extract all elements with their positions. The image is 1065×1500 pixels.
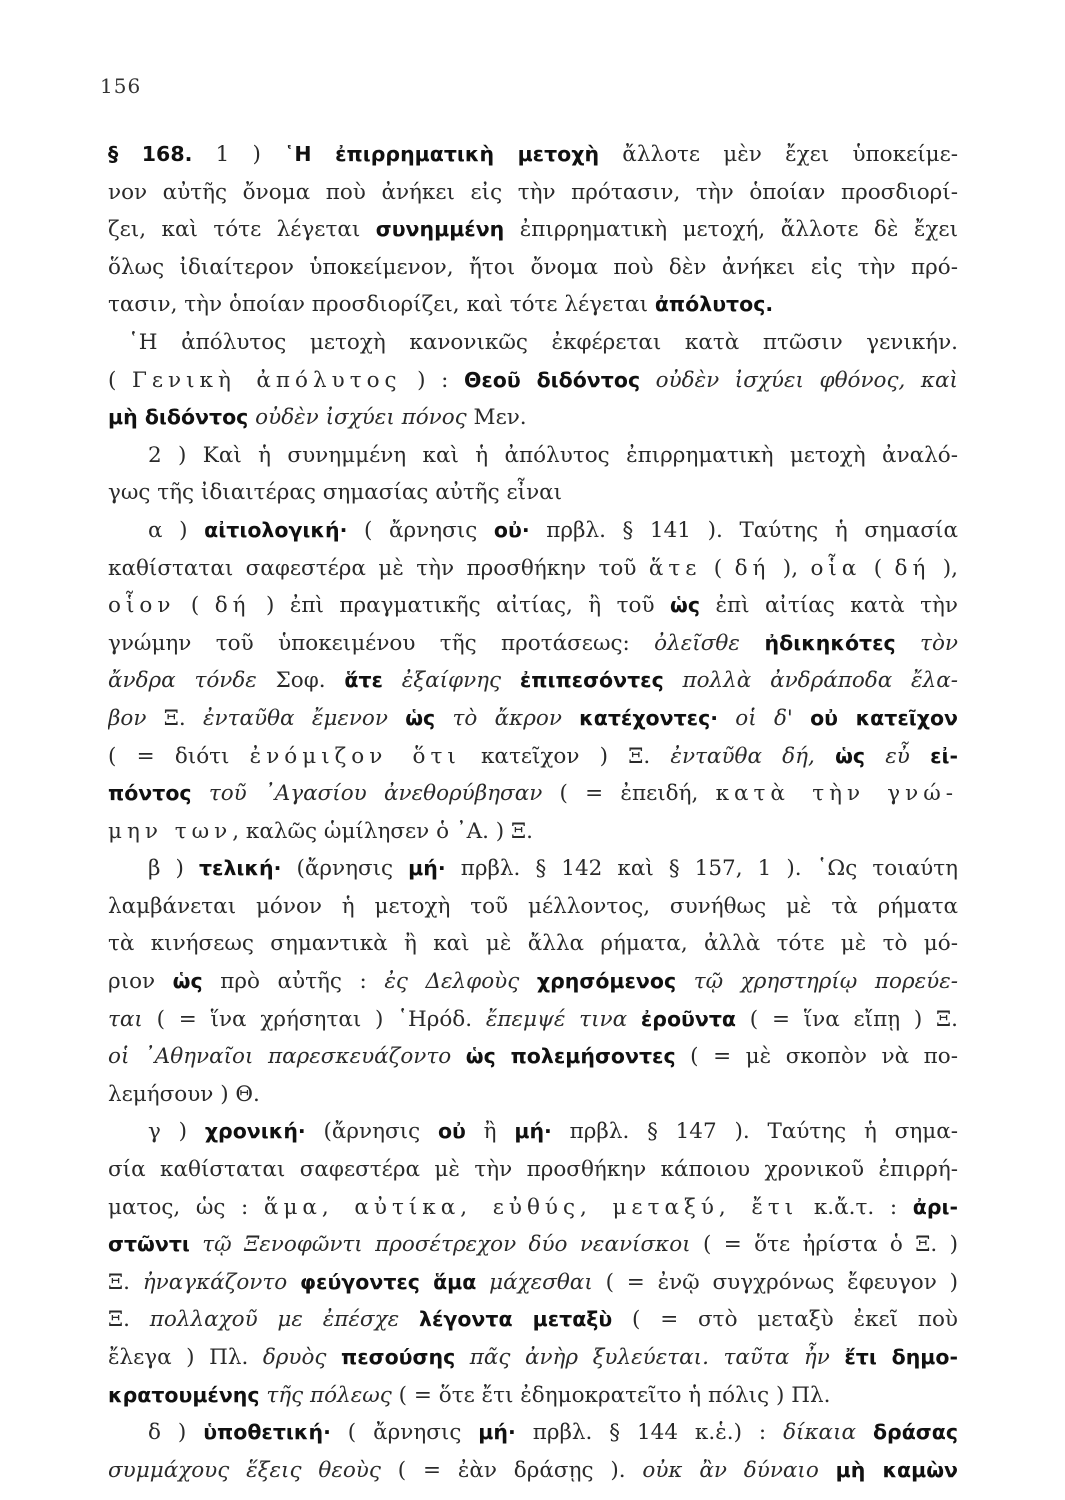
spaced-text: Γενικὴ ἀπόλυτος (131, 367, 402, 393)
bold-term: ἠδικηκότες (739, 630, 896, 655)
text-run: ( (701, 555, 735, 581)
bold-term: ὡς (835, 743, 866, 768)
italic-quote: μάχεσθαι (476, 1269, 593, 1295)
text-line (108, 587, 958, 625)
text-line (108, 249, 958, 287)
spaced-text: οἷα (810, 555, 862, 581)
bold-term: ὡς πολεμήσοντες (465, 1044, 676, 1069)
text-run: ( = ἐὰν δράσῃς ). (380, 1457, 643, 1483)
text-run: ( = ἵνα εἴπῃ ) Ξ. (736, 1006, 958, 1032)
bold-term: ἅτε (344, 668, 383, 693)
spaced-text: δή (734, 555, 771, 581)
bold-term: ὡς (670, 593, 700, 618)
text-run: γνώμην τοῦ ὑποκειμένου τῆς προτάσεως: (108, 630, 655, 656)
bold-term: πεσούσης (340, 1345, 456, 1369)
text-run: (ἄρνησις (281, 856, 409, 882)
text-run: δ ) (148, 1420, 204, 1446)
italic-quote: βον (108, 705, 147, 731)
text-run: ἢ (465, 1119, 515, 1145)
text-run: ἔλεγα ) Πλ. (108, 1345, 263, 1370)
italic-quote: τῆς πόλεως (259, 1382, 392, 1408)
italic-quote: οἱ δ' (718, 705, 811, 731)
text-run: τασιν, τὴν ὁποίαν προσδιορίζει, καὶ τότε λέγεται (108, 292, 655, 318)
italic-quote: οἱ ᾿Αθηναῖοι παρεσκευάζοντο (108, 1044, 466, 1070)
spaced-text: ἅτε (648, 555, 702, 581)
bold-term: ὑποθετική· (203, 1420, 331, 1445)
bold-term: ὡς (172, 969, 203, 994)
text-line (108, 1339, 958, 1377)
text-line (108, 1076, 958, 1114)
text-run: σία καθίσταται σαφεστέρα μὲ τὴν προσθήκην κάποιου χρονικοῦ ἐπιρρή- (108, 1157, 958, 1183)
bold-term: πόντος (108, 781, 192, 806)
text-line (108, 437, 958, 475)
bold-term: λέγοντα μεταξὺ (418, 1307, 613, 1332)
text-line (108, 888, 958, 926)
text-run: ( = ἐνῷ συγχρόνως ἔφευγον ) (592, 1269, 958, 1295)
text-line (108, 211, 958, 249)
italic-quote: τῷ Ξενοφῶντι προσέτρεχον δύο νεανίσκοι (189, 1232, 691, 1258)
text-run: Μεν. (466, 405, 527, 431)
text-line (108, 1001, 958, 1039)
text-run: α ) (148, 517, 205, 543)
text-run: ζει, καὶ τότε λέγεται (108, 217, 376, 243)
text-run: ἐπὶ αἰτίας κατὰ τὴν (700, 593, 958, 619)
text-run: ( = ἵνα χρήσηται ) ῾Ηρόδ. (142, 1006, 486, 1032)
text-run: (ἄρνησις (305, 1119, 438, 1145)
text-line (108, 174, 958, 212)
italic-quote: ἐξαίφνης (382, 668, 520, 694)
bold-term: ἐροῦντα (640, 1006, 737, 1031)
text-line (108, 1226, 958, 1264)
text-run: ), (930, 555, 958, 581)
bold-term: δράσας (872, 1420, 958, 1445)
text-run: γ ) (148, 1119, 205, 1145)
section-168-text (108, 136, 958, 1489)
text-run: ἐπιρρηματικὴ μετοχή, ἄλλοτε δὲ ἔχει (504, 217, 958, 243)
italic-quote: ἐς Δελφοὺς (384, 969, 537, 995)
bold-term: ἀρι- (912, 1194, 958, 1219)
text-line (108, 1151, 958, 1189)
bold-term: μὴ καμὼν (835, 1457, 958, 1482)
text-run: ἄλλοτε μὲν ἔχει ὑποκείμε- (599, 142, 958, 167)
text-run: πρβλ. § 144 κ.ἑ.) : (515, 1420, 784, 1446)
bold-term: χρησόμενος (536, 969, 677, 994)
text-run: ὅλως ἰδιαίτερον ὑποκείμενον, ἤτοι ὄνομα ποὺ δὲν ἀνήκει εἰς τὴν πρό- (108, 254, 958, 280)
italic-quote: πολλὰ ἀνδράποδα ἔλα- (663, 668, 958, 694)
text-line (108, 286, 958, 324)
text-run: ) : (401, 367, 464, 393)
text-run: ( (108, 367, 132, 393)
spaced-text: ἅμα, αὐτίκα, εὐθύς, μεταξύ, ἔτι (263, 1194, 799, 1220)
italic-quote: ἔπεμψέ τινα (485, 1006, 641, 1032)
text-run: ) ἐπὶ πραγματικῆς αἰτίας, ἢ τοῦ (250, 593, 671, 619)
italic-quote: πᾶς ἀνὴρ ξυλεύεται. ταῦτα ἦν (455, 1345, 845, 1370)
text-run: πρβλ. § 142 καὶ § 157, 1 ). ῾Ως τοιαύτη (445, 856, 958, 882)
text-run: β ) (148, 856, 199, 882)
text-line (108, 399, 958, 437)
text-run: ( = διότι (108, 743, 250, 769)
text-run: λεμήσουν ) Θ. (108, 1081, 260, 1107)
italic-quote: οὐδὲν ἰσχύει φθόνος, καὶ (640, 367, 958, 393)
spaced-text: δή (214, 593, 251, 619)
text-line (108, 1377, 958, 1415)
bold-term: ἔτι δημο- (844, 1345, 958, 1369)
bold-term: § 168. (108, 142, 193, 166)
italic-quote: ἠναγκάζοντο (142, 1269, 301, 1295)
text-run: κ.ἄ.τ. : (798, 1194, 913, 1220)
text-line (108, 662, 958, 700)
italic-quote: δίκαια (783, 1420, 873, 1446)
bold-term: τελική· (198, 856, 282, 881)
text-line (108, 850, 958, 888)
text-run: νον αὐτῆς ὄνομα ποὺ ἀνήκει εἰς τὴν πρότασιν, τὴν ὁποίαν προσδιορί- (108, 179, 958, 205)
text-line (108, 738, 958, 776)
bold-term: μή· (408, 856, 446, 881)
bold-term: μὴ διδόντος (108, 405, 249, 430)
italic-quote: συμμάχους ἕξεις θεοὺς (108, 1457, 381, 1483)
bold-term: ἐπιπεσόντες (519, 668, 664, 693)
text-line (108, 1113, 958, 1151)
text-run: ( ἄρνησις (347, 517, 494, 543)
bold-term: στῶντι (108, 1232, 190, 1257)
text-run: ματος, ὡς : (108, 1194, 264, 1220)
text-line (108, 813, 958, 851)
text-run: ( (861, 555, 895, 581)
bold-term: μή· (478, 1420, 516, 1445)
bold-term: οὐ· (493, 517, 530, 542)
italic-quote: ἐνταῦθα ἔμενον (202, 705, 406, 731)
bold-term: φεύγοντες ἅμα (300, 1269, 477, 1294)
text-run: 2 ) Καὶ ἡ συνημμένη καὶ ἡ ἀπόλυτος ἐπιρρηματικὴ μετοχὴ ἀναλό- (148, 442, 958, 468)
text-run: ῾Η ἀπόλυτος μετοχὴ κανονικῶς ἐκφέρεται κατὰ πτῶσιν γενικήν. (128, 329, 958, 355)
text-run: πρβλ. § 147 ). Ταύτης ἡ σημα- (551, 1119, 958, 1145)
text-run: τὰ κινήσεως σημαντικὰ ἢ καὶ μὲ ἄλλα ρήματα, ἀλλὰ τότε μὲ τὸ μό- (108, 931, 958, 957)
text-run: 1 ) (192, 142, 285, 167)
bold-term: Θεοῦ διδόντος (463, 367, 641, 392)
italic-quote: ται (108, 1006, 143, 1032)
spaced-text: ἐνόμιζον ὅτι (249, 743, 461, 769)
text-line (108, 1189, 958, 1227)
text-line (108, 1038, 958, 1076)
text-run: πρβλ. § 141 ). Ταύτης ἡ σημασία (529, 517, 958, 543)
bold-term: οὐ (437, 1119, 466, 1144)
text-run: ( ἄρνησις (330, 1420, 479, 1446)
bold-term: ἀπόλυτος. (654, 292, 774, 317)
text-run: Ξ. (108, 1269, 143, 1295)
text-run: καθίσταται σαφεστέρα μὲ τὴν προσθήκην τοῦ (108, 555, 649, 581)
text-line (108, 1264, 958, 1302)
italic-quote: ὀλεῖσθε (654, 630, 740, 656)
text-run: , καλῶς ὡμίλησεν ὁ ᾿Α. ) Ξ. (232, 818, 533, 844)
bold-term: ὡς (405, 705, 436, 730)
page-number: 156 (100, 74, 142, 98)
text-line (108, 512, 958, 550)
text-line (108, 136, 958, 174)
bold-term: εἰ- (930, 743, 958, 768)
text-run: ριον (108, 969, 173, 995)
italic-quote: πολλαχοῦ με ἐπέσχε (149, 1307, 419, 1333)
text-line (108, 1301, 958, 1339)
text-line (108, 775, 958, 813)
spaced-text: μην των (108, 818, 233, 844)
bold-term: ῾Η ἐπιρρηματικὴ μετοχὴ (284, 142, 600, 166)
text-line (108, 550, 958, 588)
italic-quote: οὐκ ἂν δύναιο (642, 1457, 836, 1483)
text-line (108, 1452, 958, 1490)
text-line (108, 625, 958, 663)
text-run: γως τῆς ἰδιαιτέρας σημασίας αὐτῆς εἶναι (108, 480, 563, 506)
text-run: Ξ. (108, 1307, 150, 1333)
italic-quote: ἄνδρα τόνδε (108, 668, 257, 694)
text-line (108, 700, 958, 738)
text-run: ( = μὲ σκοπὸν νὰ πο- (675, 1044, 958, 1070)
text-run: ( = στὸ μεταξὺ ἐκεῖ ποὺ (612, 1307, 958, 1333)
text-run: ( = ὅτε ἔτι ἐδημοκρατεῖτο ἡ πόλις ) Πλ. (391, 1382, 831, 1408)
text-run: Ξ. (146, 705, 203, 731)
spaced-text: οἷον (108, 593, 176, 619)
bold-term: αἰτιολογική· (204, 517, 348, 542)
bold-term: μή· (514, 1119, 552, 1144)
text-run: λαμβάνεται μόνον ἡ μετοχὴ τοῦ μέλλοντος, συνήθως μὲ τὰ ρήματα (108, 893, 958, 919)
bold-term: συνημμένη (375, 217, 505, 242)
text-run: ( = ὅτε ἠρίστα ὁ Ξ. ) (690, 1232, 958, 1258)
italic-quote: τὸ ἄκρον (435, 705, 580, 731)
bold-term: χρονική· (204, 1119, 306, 1144)
text-run: πρὸ αὐτῆς : (202, 969, 385, 995)
text-line (108, 925, 958, 963)
text-run: κατεῖχον ) Ξ. (460, 743, 671, 769)
italic-quote: τοῦ ᾿Αγασίου ἀνεθορύβησαν (191, 781, 543, 807)
text-line (108, 362, 958, 400)
bold-term: κρατουμένης (108, 1382, 260, 1407)
italic-quote: δρυὸς (262, 1345, 341, 1370)
spaced-text: δή (894, 555, 931, 581)
italic-quote: εὖ (865, 743, 931, 769)
bold-term: οὐ κατεῖχον (810, 705, 958, 730)
italic-quote: οὐδὲν ἰσχύει πόνος (248, 405, 467, 431)
text-line (108, 963, 958, 1001)
italic-quote: τὸν (895, 630, 958, 656)
spaced-text: κατὰ τὴν γνώ- (715, 781, 958, 807)
text-run: ( (175, 593, 215, 619)
italic-quote: τῷ χρηστηρίῳ πορεύε- (676, 969, 958, 995)
text-run: ), (770, 555, 811, 581)
text-run: Σοφ. (256, 668, 345, 694)
italic-quote: ἐνταῦθα δή, (670, 743, 836, 769)
text-line (108, 324, 958, 362)
text-run: ( = ἐπειδή, (542, 781, 716, 807)
bold-term: κατέχοντες· (579, 705, 719, 730)
text-line (108, 474, 958, 512)
text-line (108, 1414, 958, 1452)
